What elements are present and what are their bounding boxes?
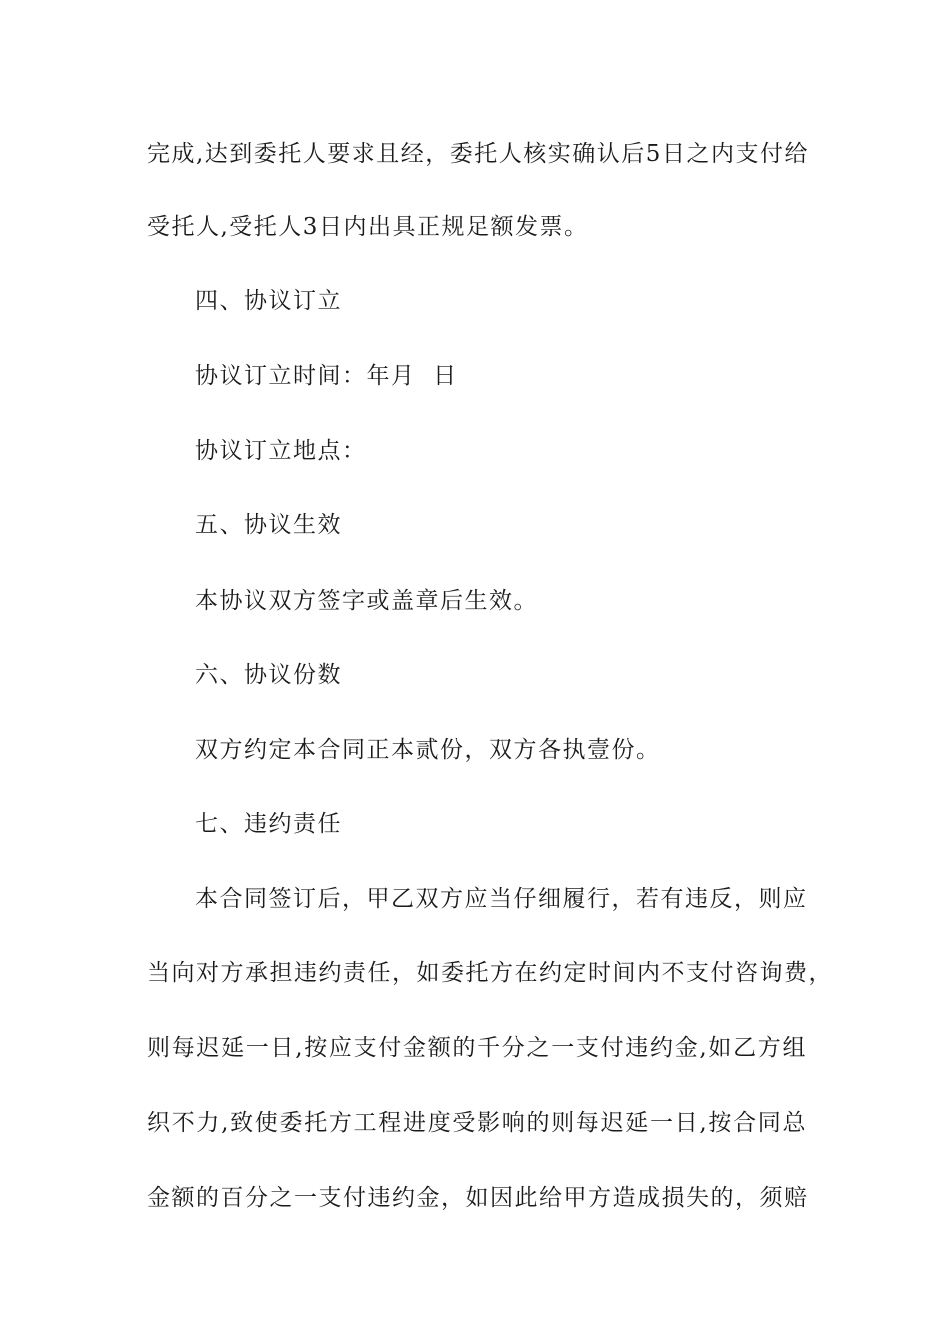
paragraph-line: 协议订立时间：年月 日 [195,363,458,389]
section-heading: 七、违约责任 [195,811,342,837]
paragraph-line: 金额的百分之一支付违约金，如因此给甲方造成损失的，须赔 [147,1185,809,1211]
paragraph-line: 双方约定本合同正本贰份，双方各执壹份。 [195,737,661,763]
paragraph-line: 本协议双方签字或盖章后生效。 [195,588,538,614]
paragraph-line: 当向对方承担违约责任，如委托方在约定时间内不支付咨询费， [147,960,833,986]
paragraph-line: 本合同签订后，甲乙双方应当仔细履行，若有违反，则应 [195,886,808,912]
section-heading: 四、协议订立 [195,288,342,314]
section-heading: 六、协议份数 [195,662,342,688]
paragraph-line: 则每迟延一日,按应支付金额的千分之一支付违约金,如乙方组 [147,1035,807,1061]
paragraph-line: 受托人,受托人3日内出具正规足额发票。 [147,214,589,240]
paragraph-line: 完成,达到委托人要求且经，委托人核实确认后5日之内支付给 [147,141,809,167]
section-heading: 五、协议生效 [195,512,342,538]
paragraph-line: 协议订立地点： [195,438,367,464]
paragraph-line: 织不力,致使委托方工程进度受影响的则每迟延一日,按合同总 [147,1110,807,1136]
